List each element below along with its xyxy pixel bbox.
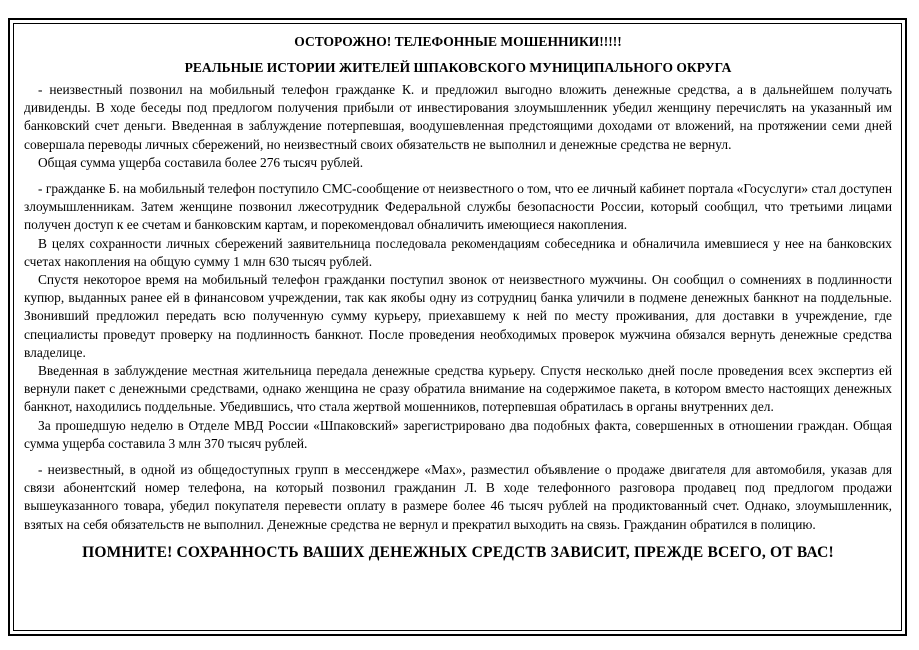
- story1-damage: Общая сумма ущерба составила более 276 тысяч рублей.: [38, 154, 364, 170]
- story2-paragraph: - гражданке Б. на мобильный телефон поступило СМС-сообщение от неизвестного о том, что ее личный кабинет портала «Госуслуги» стал доступен злоумышленникам. Затем женщине позвонил лжесотрудник Федеральной службы безопасности России, который сообщил, что третьими лицами получен доступ к ее счетам и банковским картам, и порекомендовал обналичить имеющиеся накопления.: [24, 181, 892, 233]
- story2-paragraph: Введенная в заблуждение местная жительница передала денежные средства курьеру. Спустя несколько дней после проведения всех экспертиз ей вернули пакет с денежными средствами, однако женщина не сразу обратила внимание на содержимое пакета, в котором вместо настоящих денежных банкнот, находились поддельные. Убедившись, что стала жертвой мошенников, потерпевшая обратилась в органы внутренних дел.: [24, 363, 892, 415]
- story2-paragraph: В целях сохранности личных сбережений заявительница последовала рекомендациям собеседника и обналичила имевшиеся у нее на банковских счетах накопления на общую сумму 1 млн 630 тысяч рублей.: [24, 235, 892, 269]
- notice-title: ОСТОРОЖНО! ТЕЛЕФОННЫЕ МОШЕННИКИ!!!!!: [294, 34, 622, 49]
- story3-paragraph: - неизвестный, в одной из общедоступных групп в мессенджере «Max», разместил объявление о продаже двигателя для автомобиля, указав для связи абонентский номер телефона, на который позвонил гражданин Л. В ходе телефонного разговора продавец под предлогом продажи вышеуказанного товара, убедил покупателя перевести оплату в размере более 46 тысяч рублей на продиктованный счет. Однако, злоумышленник, взятых на себя обязательств не выполнил. Денежные средства не вернул и прекратил выходить на связь. Гражданин обратился в полицию.: [24, 462, 892, 532]
- story1-paragraph: - неизвестный позвонил на мобильный телефон гражданке К. и предложил выгодно вложить денежные средства, а в дальнейшем получать дивиденды. В ходе беседы под предлогом получения прибыли от инвестирования злоумышленник убедил женщину перечислять на указанный им банковский счет деньги. Введенная в заблуждение потерпевшая, воодушевленная предстоящими доходами от вложений, на протяжении семи дней совершала переводы личных сбережений, но неизвестный своих обязательств не выполнил и денежные средства не вернул.: [24, 82, 892, 152]
- section-gap: [24, 453, 892, 461]
- notice-body: [24, 30, 892, 578]
- story2-paragraph: Спустя некоторое время на мобильный телефон гражданки поступил звонок от неизвестного мужчины. Он сообщил о сомнениях в подлинности купюр, выданных ранее ей в финансовом учреждении, так как якобы одну из сотрудниц банка уличили в подмене денежных банкнот на поддельные. Звонивший предложил передать всю полученную сумму курьеру, приехавшему к ней по месту проживания, для доставки в учреждение, где специалисты проведут проверку на подлинность банкнот. После проведения необходимых проверок мужчина обязался вернуть денежные средства владелице.: [24, 272, 892, 360]
- notice-footer: ПОМНИТЕ! СОХРАННОСТЬ ВАШИХ ДЕНЕЖНЫХ СРЕДСТВ ЗАВИСИТ, ПРЕЖДЕ ВСЕГО, ОТ ВАС!: [82, 543, 834, 561]
- section-gap: [24, 172, 892, 180]
- story2-summary: За прошедшую неделю в Отделе МВД России «Шпаковский» зарегистрировано два подобных факта, совершенных в отношении граждан. Общая сумма ущерба составила 3 млн 370 тысяч рублей.: [24, 417, 892, 451]
- notice-subtitle: РЕАЛЬНЫЕ ИСТОРИИ ЖИТЕЛЕЙ ШПАКОВСКОГО МУНИЦИПАЛЬНОГО ОКРУГА: [184, 60, 732, 75]
